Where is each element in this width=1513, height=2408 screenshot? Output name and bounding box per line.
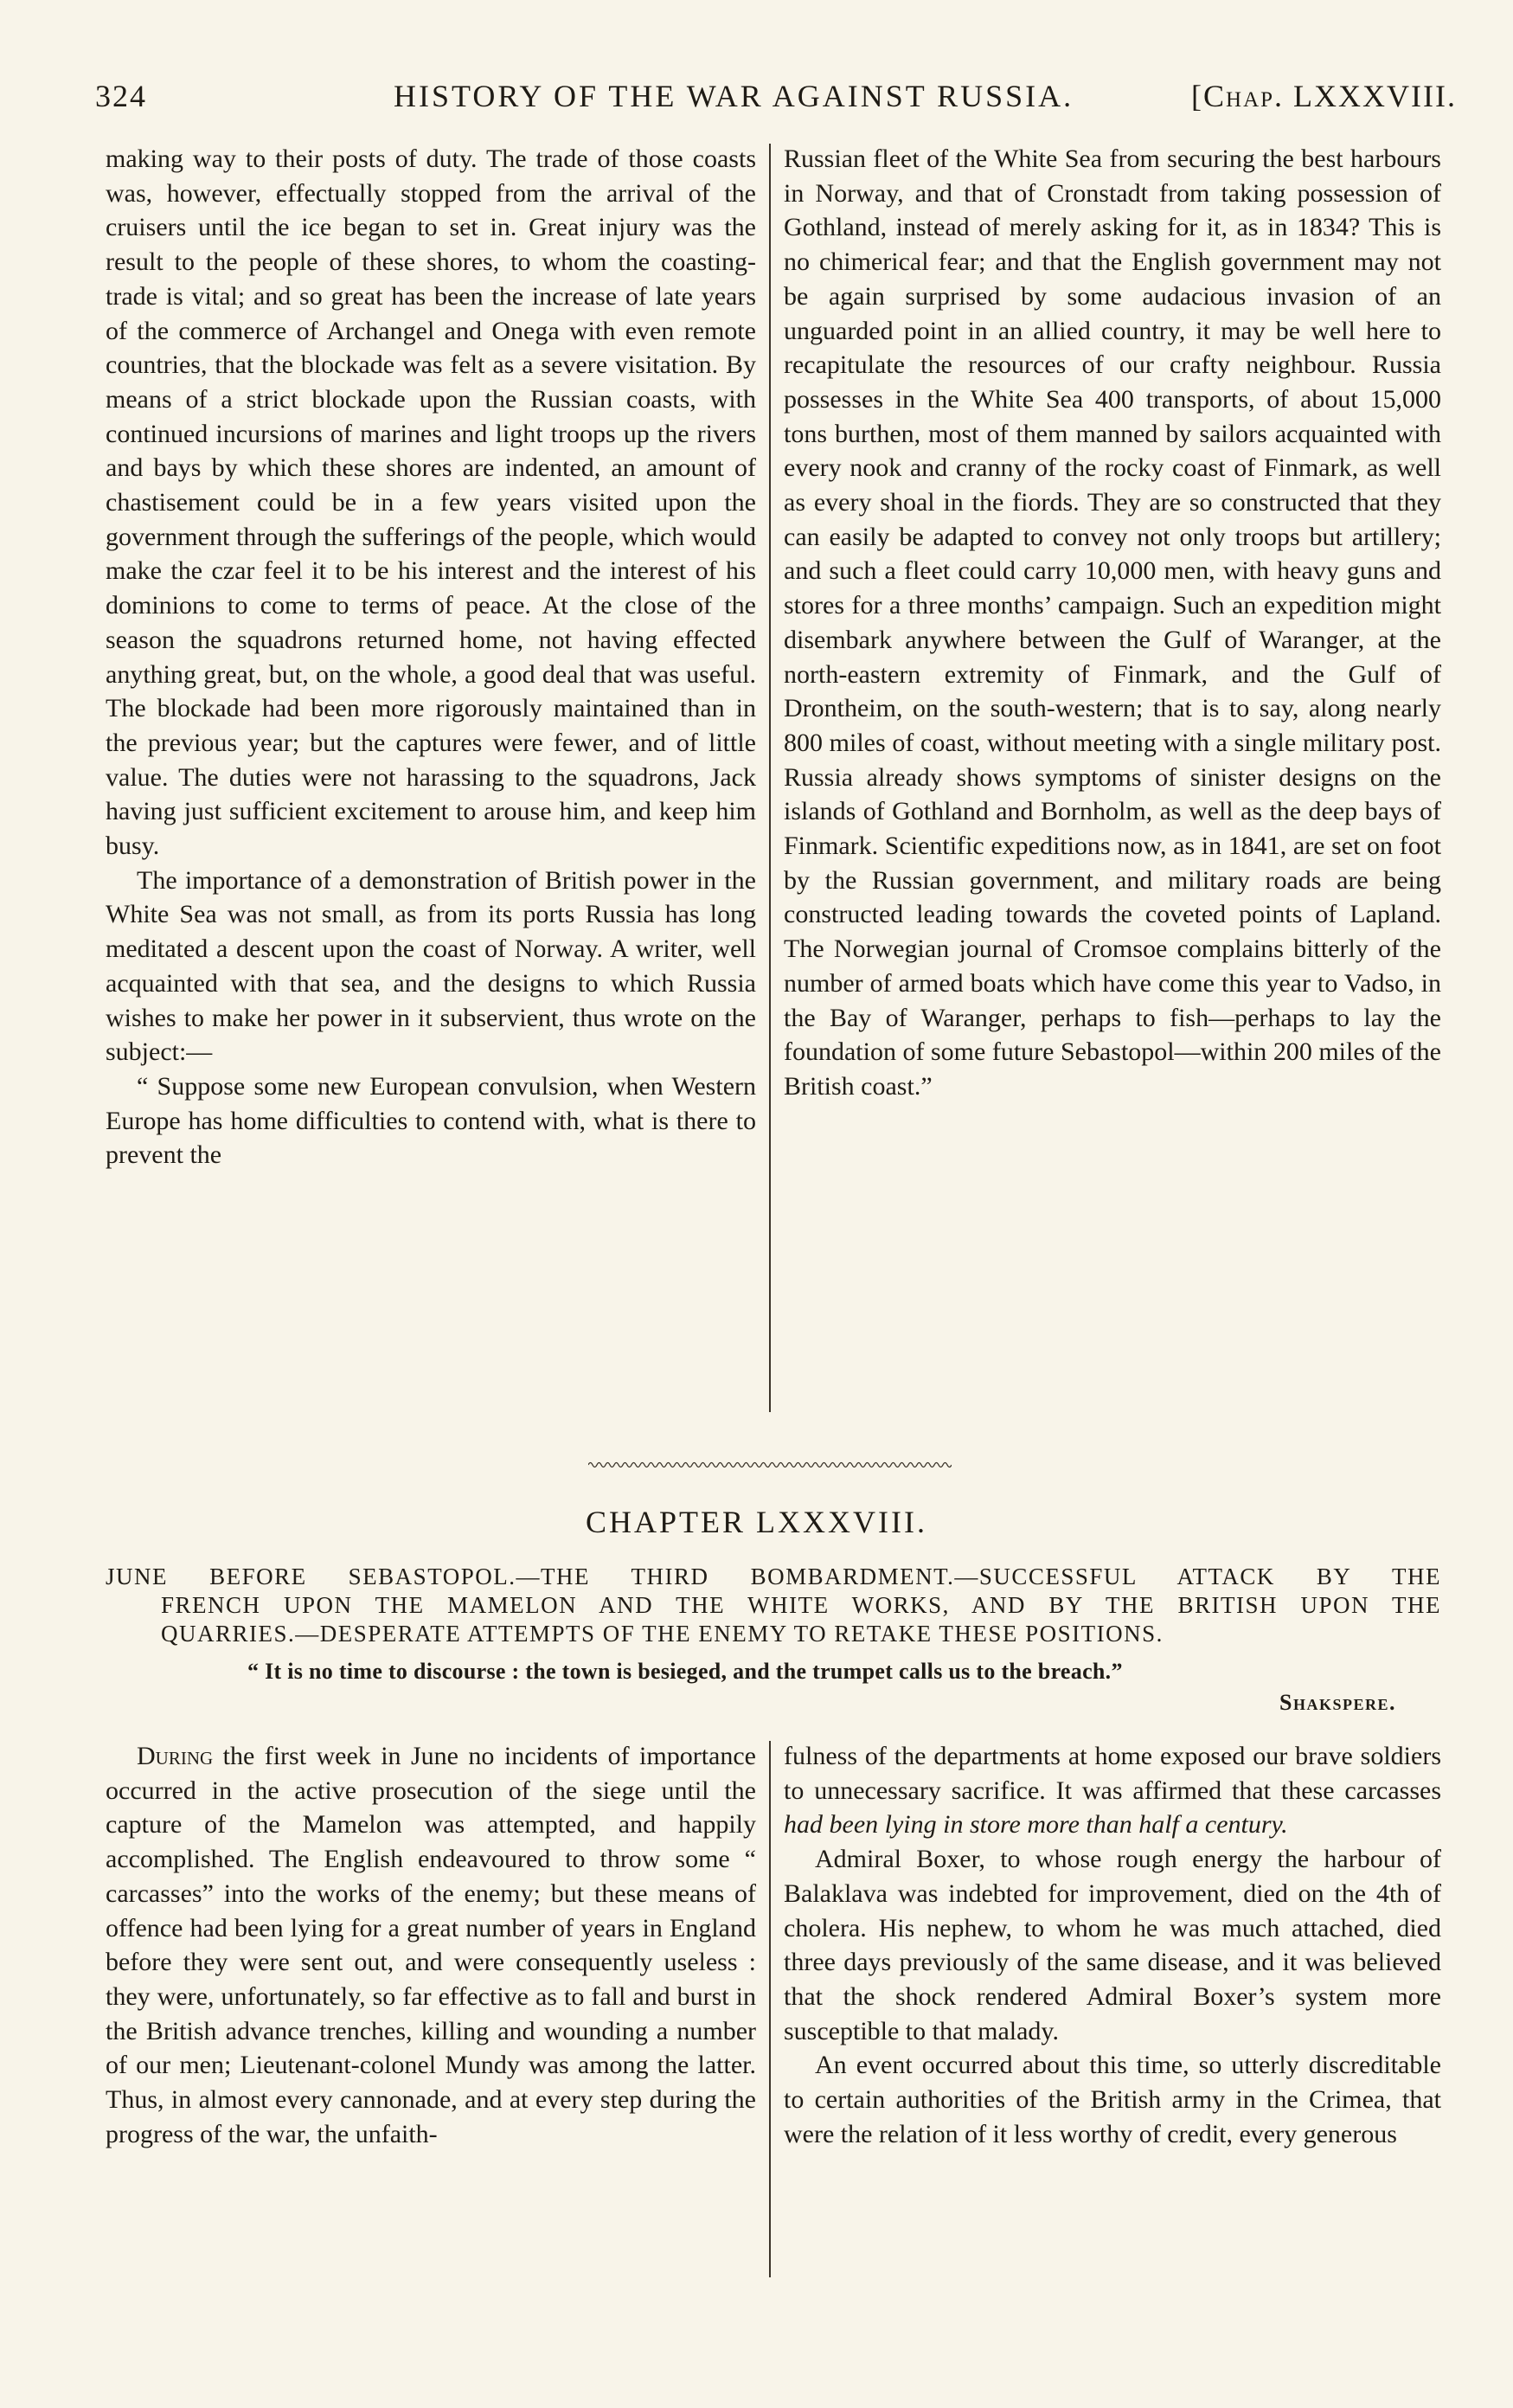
column-divider [769,144,771,1412]
paragraph: “ Suppose some new European convulsion, when Western Europe has home difficulties to contend with, what is there to prevent the [106,1071,756,1170]
paragraph: making way to their posts of duty. The trade of those coasts was, however, effectually stopped from the arrival of the cruisers until the ice began to set in. Great injury was the result to the people of these shores, to whom the coasting-trade is vital; and so great has been the increase of late years of the commerce of Archangel and Onega with even remote countries, that the blockade was felt as a severe visitation. By means of a strict blockade upon the Russian coasts, with continued incursions of marines and light troops up the rivers and bays by which these shores are indented, an amount of chastisement could be in a few years visited upon the government through the sufferings of the people, which would make the czar feel it to be his interest and the interest of his dominions to come to terms of peace. At the close of the season the squadrons returned home, not having effected anything great, but, on the whole, a good deal that was useful. The blockade had been more rigorously maintained than in the previous year; but the captures were fewer, and of little value. The duties were not harassing to the squadrons, Jack having just sufficient excitement to arouse him, and keep him busy. [106,144,756,861]
bottom-left-column [106,1739,756,2151]
paragraph-text: fulness of the departments at home exposed our brave soldiers to unnecessary sacrifice. It was affirmed that these carcasses [784,1742,1441,1805]
italic-text: had been lying in store more than half a century. [784,1810,1288,1840]
chapter-synopsis [106,1563,1441,1648]
paragraph-text: the first week in June no incidents of importance occurred in the active prosecution of the siege until the capture of the Mamelon was attempted, and happily accomplished. The English endeavoured to throw some “ carcasses” into the works of the enemy; but these means of offence had been lying for a great number of years in England before they were sent out, and were consequently useless : they were, unfortunately, so far effective as to fall and burst in the British advance trenches, killing and wounding a number of our men; Lieutenant-colonel Mundy was among the latter. Thus, in almost every cannonade, and at every step during the progress of the war, the unfaith- [106,1742,756,2148]
page-number: 324 [95,79,147,113]
bottom-right-column [784,1739,1441,2151]
synopsis-line: QUARRIES.—DESPERATE ATTEMPTS OF THE ENEMY TO RETAKE THESE POSITIONS. [161,1621,1164,1647]
paragraph [106,1739,756,2151]
paragraph: Russian fleet of the White Sea from securing the best harbours in Norway, and that of Cronstadt from taking possession of Gothland, instead of merely asking for it, as in 1834? This is no chimerical fear; and that the English government may not be again surprised by some audacious invasion of an unguarded point in an allied country, it may be well here to recapitulate the resources of our crafty neighbour. Russia possesses in the White Sea 400 transports, of about 15,000 tons burthen, most of them manned by sailors acquainted with every nook and cranny of the rocky coast of Finmark, as well as every shoal in the fiords. They are so constructed that they can easily be adapted to convey not only troops but artillery; and such a fleet could carry 10,000 men, with heavy guns and stores for a three months’ campaign. Such an expedition might disembark anywhere between the Gulf of Waranger, at the north-eastern extremity of Finmark, and the Gulf of Drontheim, on the south-western; that is to say, along nearly 800 miles of coast, without meeting with a single military post. Russia already shows symptoms of sinister designs on the islands of Gothland and Bornholm, as well as the deep bays of Finmark. Scientific expeditions now, as in 1841, are set on foot by the Russian government, and military roads are being constructed leading towards the coveted points of Lapland. The Norwegian journal of Cromsoe complains bitterly of the number of armed boats which have come this year to Vadso, in the Bay of Waranger, perhaps to fish—perhaps to lay the foundation of some future Sebastopol—within 200 miles of the British coast.” [784,144,1441,1101]
epigraph-source: Shakspere. [1279,1690,1396,1715]
paragraph: The importance of a demonstration of British power in the White Sea was not small, as from its ports Russia has long meditated a descent upon the coast of Norway. A writer, well acquainted with that sea, and the designs to which Russia wishes to make her power in it subservient, thus wrote on the subject:— [106,865,756,1067]
chapter-reference: [Chap. LXXXVIII. [1191,79,1457,113]
synopsis-line: FRENCH UPON THE MAMELON AND THE WHITE WORKS, AND BY THE BRITISH UPON THE [161,1592,1441,1618]
top-right-column [784,142,1441,1104]
synopsis-line: JUNE BEFORE SEBASTOPOL.—THE THIRD BOMBARDMENT.—SUCCESSFUL ATTACK BY THE [106,1564,1441,1589]
paragraph: Admiral Boxer, to whose rough energy the harbour of Balaklava was indebted for improvement, died on the 4th of cholera. His nephew, to whom he was much attached, died three days previously of the same disease, and it was believed that the shock rendered Admiral Boxer’s system more susceptible to that malady. [784,1845,1441,2045]
top-left-column [106,142,756,1172]
running-header [95,78,1462,123]
epigraph [247,1656,1441,1718]
paragraph [784,1739,1441,1842]
ornamental-wavy-rule [588,1459,952,1471]
epigraph-quote: “ It is no time to discourse : the town is besieged, and the trumpet calls us to the breach.” [247,1659,1123,1684]
running-title: HISTORY OF THE WAR AGAINST RUSSIA. [394,79,1074,113]
paragraph: An event occurred about this time, so utterly discreditable to certain authorities of the British army in the Crimea, that were the relation of it less worthy of credit, every generous [784,2051,1441,2148]
column-divider [769,1741,771,2277]
opening-word: During [137,1742,214,1770]
chapter-title: CHAPTER LXXXVIII. [586,1505,927,1539]
